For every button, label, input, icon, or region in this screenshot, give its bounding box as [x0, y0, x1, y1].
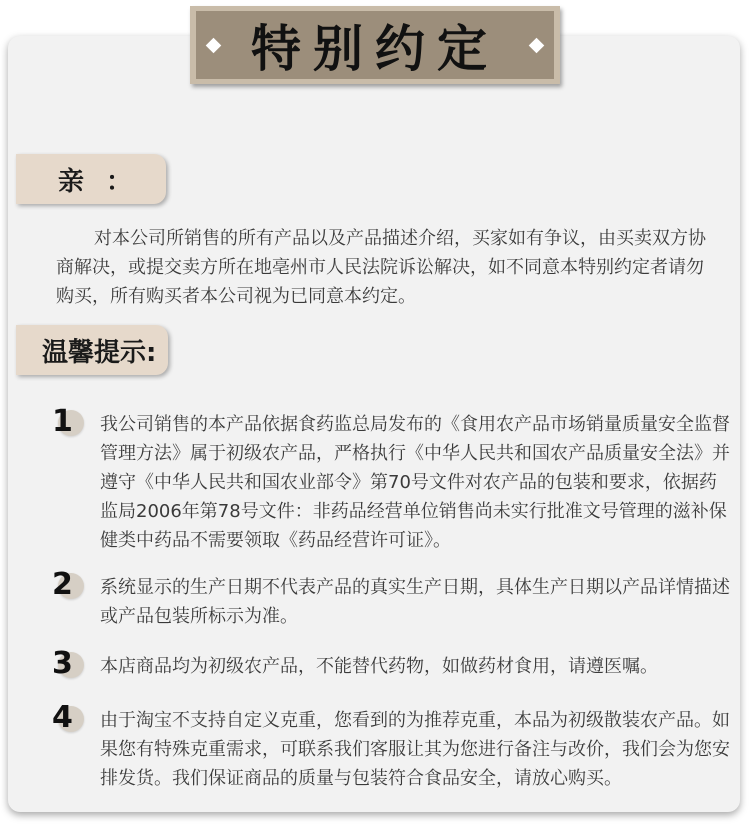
- number-badge: [50, 700, 86, 740]
- tips-tag: [16, 325, 168, 375]
- greeting-tag: [16, 154, 166, 204]
- tip-number: 2: [52, 567, 73, 602]
- greeting-label: 亲：: [58, 166, 155, 197]
- number-badge: [50, 567, 86, 607]
- tip-number: 4: [52, 700, 73, 735]
- page-title: 特别约定: [251, 19, 499, 78]
- title-banner: [190, 6, 560, 84]
- tip-number: 3: [52, 646, 73, 681]
- agreement-paragraph: 对本公司所销售的所有产品以及产品描述介绍，买家如有争议，由买卖双方协商解决，或提交卖方所在地亳州市人民法院诉讼解决，如不同意本特别约定者请勿购买，所有购买者本公司视为已同意本约定。: [56, 228, 706, 307]
- tip-text: 系统显示的生产日期不代表产品的真实生产日期，具体生产日期以产品详情描述或产品包装所标示为准。: [100, 577, 730, 627]
- tip-text: 我公司销售的本产品依据食药监总局发布的《食用农产品市场销量质量安全监督管理方法》属于初级农产品，严格执行《中华人民共和国农产品质量安全法》并遵守《中华人民共和国农业部令》第70号文件对农产品的包装和要求，依据药监局2006年第78号文件：非药品经营单位销售尚未实行批准文号管理的滋补保健类中药品不需要领取《药品经营许可证》。: [100, 414, 730, 551]
- title-box: [196, 11, 554, 79]
- tips-label: 温馨提示:: [42, 337, 157, 368]
- tip-number: 1: [52, 404, 73, 439]
- number-badge: [50, 404, 86, 444]
- notice-card: [8, 36, 740, 812]
- tip-text: 本店商品均为初级农产品，不能替代药物，如做药材食用，请遵医嘱。: [100, 656, 658, 677]
- number-badge: [50, 646, 86, 686]
- tip-text: 由于淘宝不支持自定义克重，您看到的为推荐克重，本品为初级散装农产品。如果您有特殊克重需求，可联系我们客服让其为您进行备注与改价，我们会为您安排发货。我们保证商品的质量与包装符合食品安全，请放心购买。: [100, 710, 730, 789]
